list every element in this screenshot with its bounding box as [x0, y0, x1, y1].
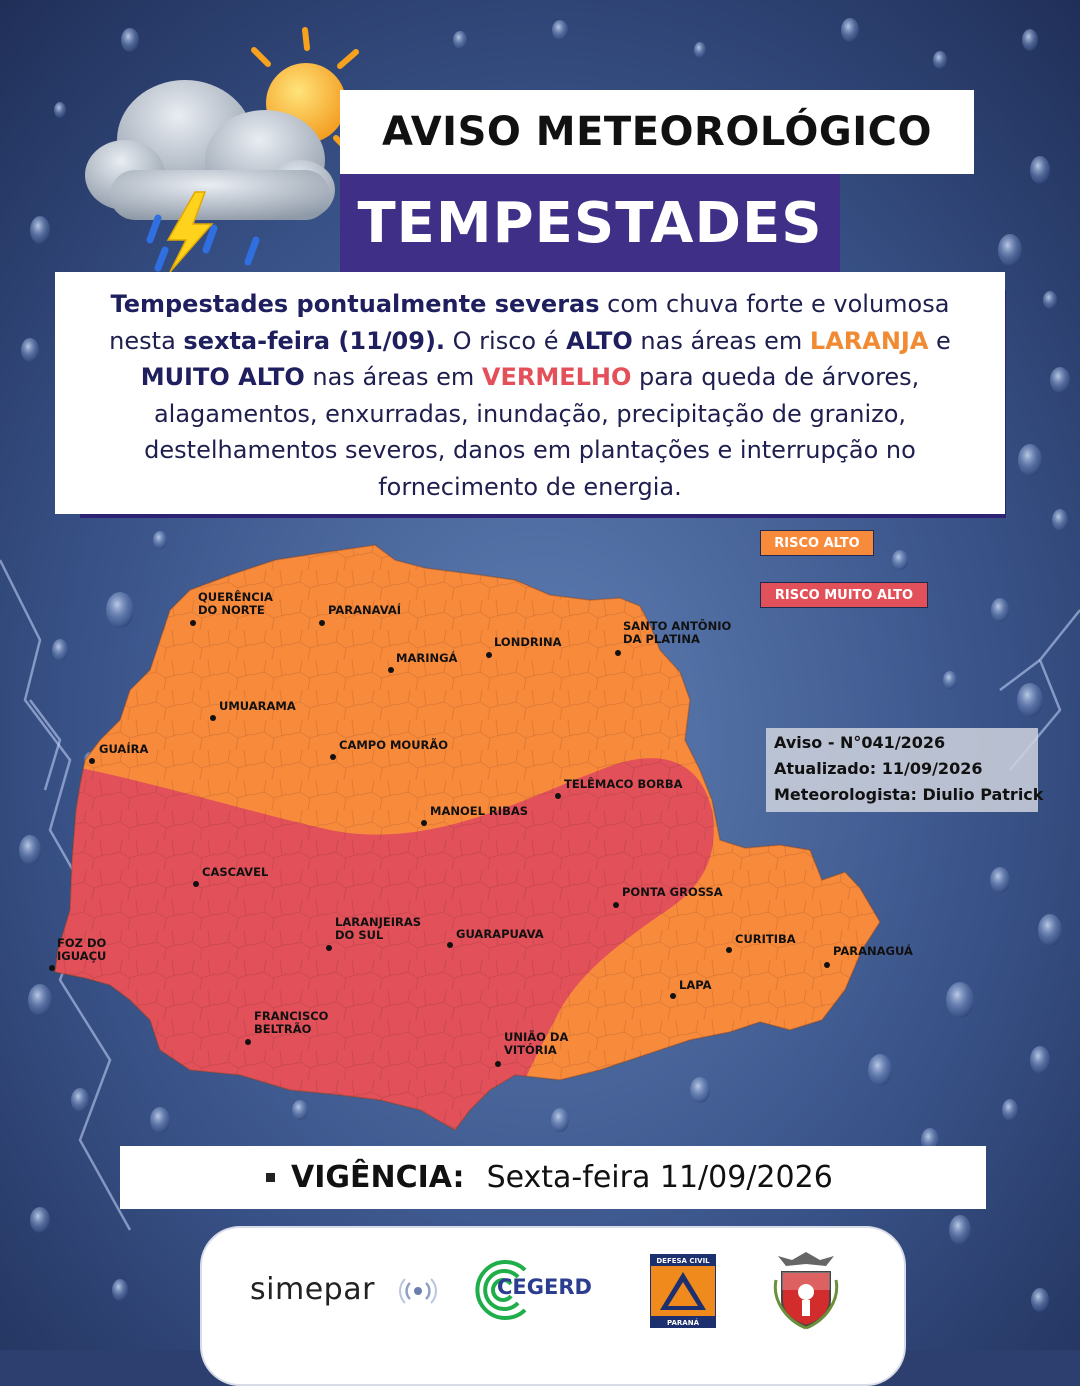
city-ponta-grossa: PONTA GROSSA: [622, 885, 723, 899]
desc-text-3: nas áreas em: [632, 326, 810, 355]
defesa-civil-logo-icon: [650, 1254, 716, 1328]
city-dot: [89, 758, 95, 764]
city-guaira: GUAÍRA: [99, 742, 149, 756]
desc-alto: ALTO: [566, 326, 633, 355]
warning-info-box: [766, 728, 1044, 812]
legend-risk-high: RISCO ALTO: [760, 530, 874, 556]
city-santo-antonio-da-platina: SANTO ANTÔNIO DA PLATINA: [623, 619, 732, 646]
desc-muito-alto: MUITO ALTO: [140, 363, 305, 391]
city-londrina: LONDRINA: [494, 635, 562, 649]
warning-number: Aviso - N°041/2026: [774, 733, 946, 752]
city-guarapuava: GUARAPUAVA: [456, 927, 544, 941]
parana-coat-of-arms-icon: [772, 1250, 840, 1330]
warning-meteorologist: Meteorologista: Diulio Patrick: [774, 785, 1044, 804]
city-uniao-da-vitoria: UNIÃO DA VITÓRIA: [504, 1030, 569, 1057]
city-dot: [486, 652, 492, 658]
simepar-logo-text: simepar: [250, 1272, 375, 1307]
city-maringa: MARINGÁ: [396, 651, 458, 665]
city-dot: [670, 993, 676, 999]
city-umuarama: UMUARAMA: [219, 699, 296, 713]
city-curitiba: CURITIBA: [735, 932, 796, 946]
city-dot: [245, 1039, 251, 1045]
city-dot: [190, 620, 196, 626]
city-paranagua: PARANAGUÁ: [833, 944, 913, 958]
desc-laranja: LARANJA: [809, 326, 929, 355]
city-campo-mourao: CAMPO MOURÃO: [339, 738, 449, 752]
desc-vermelho: VERMELHO: [481, 363, 632, 391]
city-telemaco-borba: TELÊMACO BORBA: [564, 777, 683, 791]
page-subtitle: TEMPESTADES: [357, 190, 823, 256]
city-dot: [326, 945, 332, 951]
desc-text-5: para queda de árvores, alagamentos, enxurradas, inundação, precipitação de granizo, destelhamentos severos, danos em plantações e interrupção no fornecimento de energia.: [144, 363, 920, 501]
city-dot: [210, 715, 216, 721]
validity-label: VIGÊNCIA:: [291, 1160, 465, 1195]
city-manoel-ribas: MANOEL RIBAS: [430, 804, 529, 818]
validity-value: Sexta-feira 11/09/2026: [486, 1160, 833, 1195]
city-dot: [495, 1061, 501, 1067]
city-dot: [447, 942, 453, 948]
desc-text-1: com chuva forte e volumosa nesta: [109, 290, 950, 355]
defesa-civil-bottom-text: PARANÁ: [667, 1319, 699, 1327]
city-dot: [615, 650, 621, 656]
desc-e: e: [928, 326, 951, 355]
desc-bold-1: Tempestades pontualmente severas: [110, 290, 600, 318]
city-cascavel: CASCAVEL: [202, 865, 269, 879]
city-lapa: LAPA: [679, 978, 712, 992]
desc-text-2: O risco é: [445, 326, 567, 355]
city-dot: [319, 620, 325, 626]
simepar-signal-icon: [398, 1275, 438, 1307]
warning-updated: Atualizado: 11/09/2026: [774, 759, 983, 778]
city-dot: [421, 820, 427, 826]
city-foz-do-iguacu: FOZ DO IGUAÇU: [57, 936, 107, 963]
city-francisco-beltrao: FRANCISCO BELTRÃO: [254, 1009, 329, 1036]
city-dot: [193, 881, 199, 887]
desc-bold-2: sexta-feira (11/09).: [183, 326, 446, 355]
city-dot: [388, 667, 394, 673]
bullet-icon: [266, 1173, 275, 1182]
city-dot: [49, 965, 55, 971]
city-dot: [824, 962, 830, 968]
city-dot: [330, 754, 336, 760]
defesa-civil-top-text: DEFESA CIVIL: [656, 1257, 710, 1265]
cegerd-logo-text: CEGERD: [497, 1275, 592, 1299]
validity-box: [120, 1146, 986, 1209]
city-dot: [726, 947, 732, 953]
city-dot: [613, 902, 619, 908]
city-paranavai: PARANAVAÍ: [328, 603, 402, 617]
city-laranjeiras-do-sul: LARANJEIRAS DO SUL: [335, 915, 422, 942]
city-querencia-do-norte: QUERÊNCIA DO NORTE: [198, 590, 273, 617]
page-title: AVISO METEOROLÓGICO: [381, 109, 932, 155]
desc-text-4: nas áreas em: [304, 363, 482, 391]
city-dot: [555, 793, 561, 799]
legend-risk-very-high: RISCO MUITO ALTO: [760, 582, 928, 608]
